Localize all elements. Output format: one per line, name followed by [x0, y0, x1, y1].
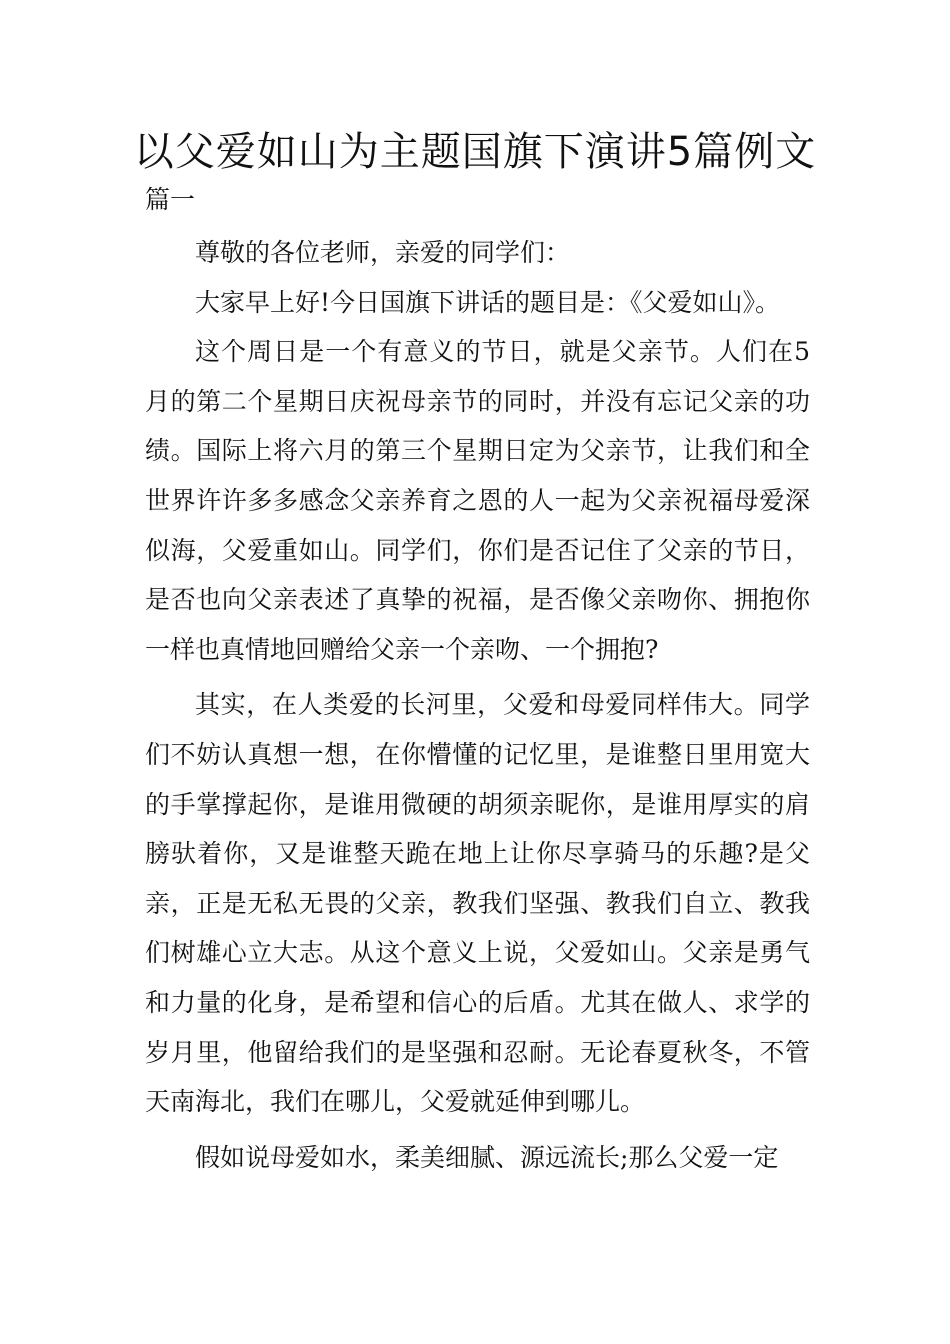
paragraph-fathers-day: 这个周日是一个有意义的节日，就是父亲节。人们在5月的第二个星期日庆祝母亲节的同时，并没有忘记父亲的功绩。国际上将六月的第三个星期日定为父亲节，让我们和全世界许许多多感念父亲养育之恩的人一起为父亲祝福母爱深似海，父爱重如山。同学们，你们是否记住了父亲的节日，是否也向父亲表述了真挚的祝福，是否像父亲吻你、拥抱你一样也真情地回赠给父亲一个亲吻、一个拥抱?: [145, 337, 810, 664]
paragraph-fathers-love: 其实，在人类爱的长河里，父爱和母爱同样伟大。同学们不妨认真想一想，在你懵懂的记忆里，是谁整日里用宽大的手掌撑起你，是谁用微硬的胡须亲昵你，是谁用厚实的肩膀驮着你，又是谁整天跪在地上让你尽享骑马的乐趣?是父亲，正是无私无畏的父亲，教我们坚强、教我们自立、教我们树雄心立大志。从这个意义上说，父爱如山。父亲是勇气和力量的化身，是希望和信心的后盾。尤其在做人、求学的岁月里，他留给我们的是坚强和忍耐。无论春夏秋冬，不管天南海北，我们在哪儿，父爱就延伸到哪儿。: [145, 690, 810, 1117]
section-label: 篇一: [145, 185, 196, 214]
paragraph-mothers-love: 假如说母爱如水，柔美细腻、源远流长;那么父爱一定: [195, 1142, 779, 1172]
document-title: 以父爱如山为主题国旗下演讲5篇例文: [133, 129, 817, 175]
paragraph-salutation: 尊敬的各位老师，亲爱的同学们：: [195, 238, 571, 267]
document-body: [145, 228, 810, 1182]
paragraph-greeting: 大家早上好!今日国旗下讲话的题目是：《父爱如山》。: [195, 287, 781, 317]
